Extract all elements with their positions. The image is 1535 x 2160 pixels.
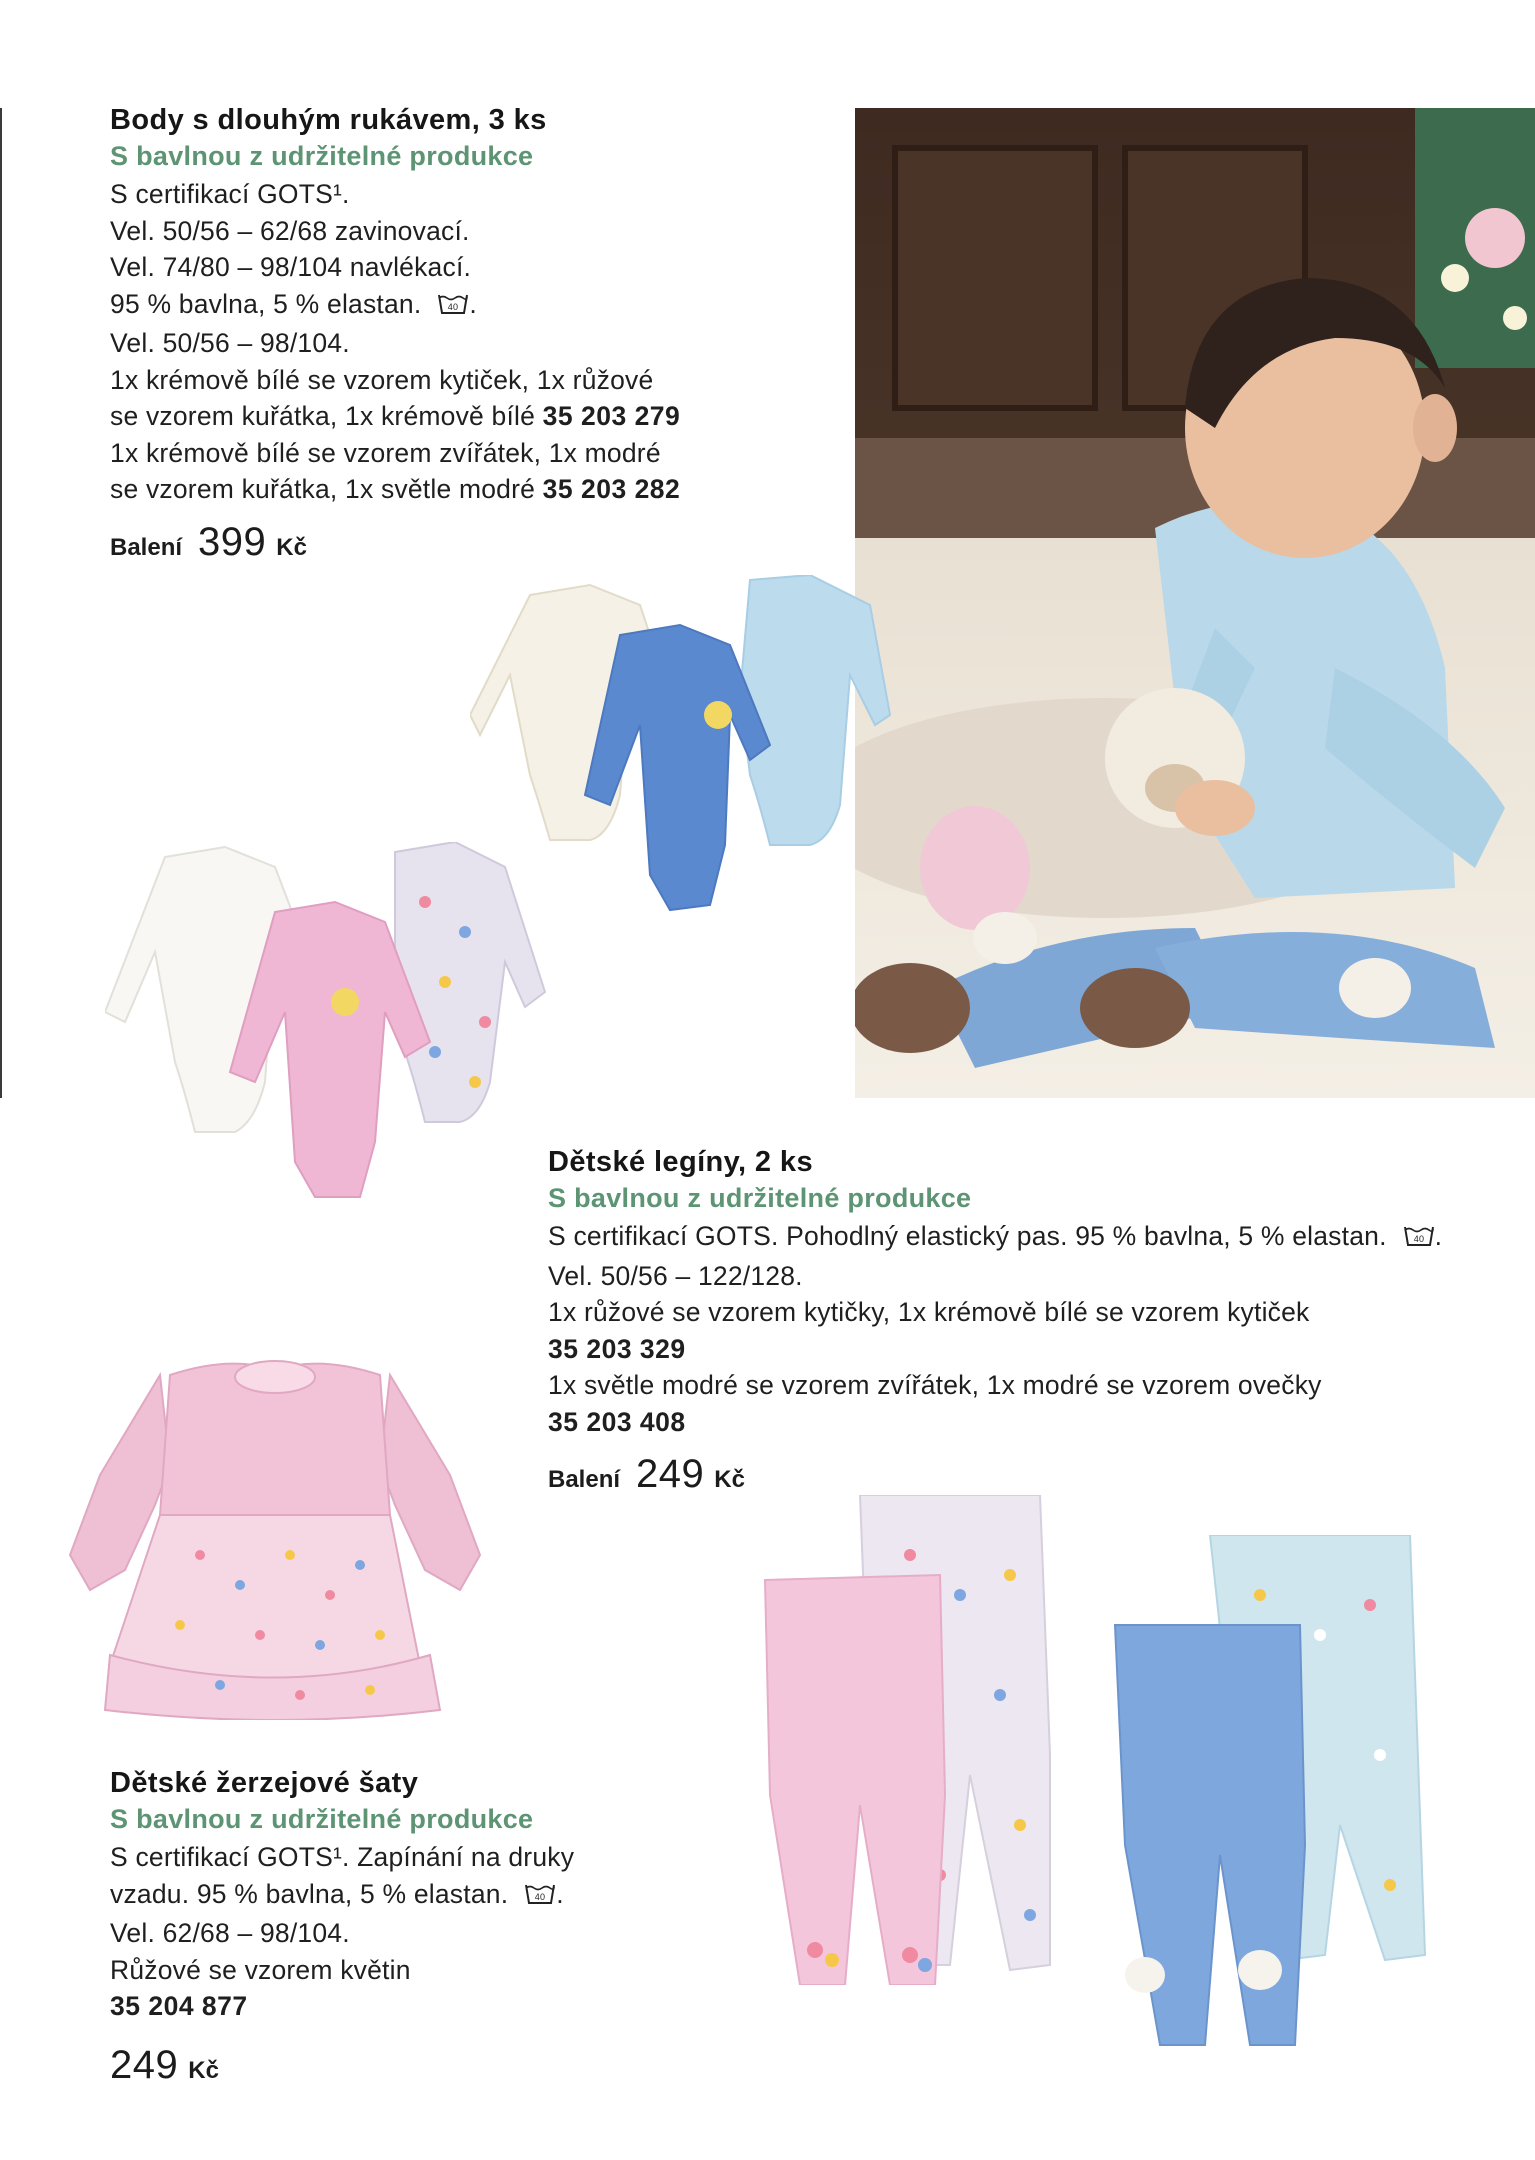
leggings-line1-row [548, 1218, 1442, 1258]
svg-text:40: 40 [448, 301, 459, 312]
svg-text:40: 40 [1413, 1234, 1424, 1244]
dress-price: 249 [110, 2042, 179, 2087]
leggings-variant1: 1x růžové se vzorem kytičky, 1x krémově bílé se vzorem kytiček [548, 1297, 1310, 1327]
dress-line2-row [110, 1876, 574, 1916]
body-size1: Vel. 50/56 – 62/68 zavinovací. [110, 215, 470, 246]
dress-line2: vzadu. 95 % bavlna, 5 % elastan. [110, 1878, 509, 1909]
bodysuits-3-pack-image-b [105, 842, 605, 1202]
body-variant1-row [110, 398, 680, 435]
body-material-row [110, 286, 680, 326]
leggings-price-label: Balení [548, 1466, 621, 1493]
leggings-sizes: Vel. 50/56 – 122/128. [548, 1260, 803, 1291]
leggings-title: Dětské legíny, 2 ks [548, 1146, 813, 1178]
dress-sizes: Vel. 62/68 – 98/104. [110, 1918, 350, 1948]
leggings-price: 249 [636, 1452, 705, 1496]
left-edge-line [0, 108, 2, 1098]
leggings-variant1-code: 35 203 329 [548, 1333, 686, 1364]
body-variant1-line2: se vzorem kuřátka, 1x krémově bílé [110, 401, 536, 431]
leggings-variant2-code: 35 203 408 [548, 1406, 686, 1437]
leggings-line1: S certifikací GOTS. Pohodlný elastický pas. 95 % bavlna, 5 % elastan. [548, 1221, 1387, 1251]
wash-40-icon [437, 289, 469, 326]
body-variant2-line2: se vzorem kuřátka, 1x světle modré [110, 474, 536, 504]
body-title: Body s dlouhým rukávem, 3 ks [110, 104, 547, 136]
wash-40-icon [1403, 1221, 1435, 1258]
dress-currency: Kč [188, 2056, 219, 2084]
dress-code: 35 204 877 [110, 1991, 248, 2021]
body-price-row [110, 520, 680, 565]
body-size2: Vel. 74/80 – 98/104 navlékací. [110, 252, 472, 282]
leggings-variant2: 1x světle modré se vzorem zvířátek, 1x modré se vzorem ovečky [548, 1370, 1322, 1400]
dress-line1: S certifikací GOTS¹. Zapínání na druky [110, 1842, 575, 1872]
body-price-label: Balení [110, 533, 183, 561]
body-material: 95 % bavlna, 5 % elastan. [110, 288, 422, 319]
dress-image [60, 1355, 490, 1720]
body-variant2-line1: 1x krémově bílé se vzorem zvířátek, 1x modré [110, 437, 661, 468]
dress-line2-period: . [556, 1878, 564, 1909]
body-variant2-row [110, 471, 680, 508]
body-material-period: . [469, 288, 477, 319]
svg-text:40: 40 [535, 1891, 546, 1902]
body-variant2-code: 35 203 282 [542, 474, 681, 504]
dress-title: Dětské žerzejové šaty [110, 1767, 419, 1799]
leggings-line1-period: . [1434, 1221, 1443, 1251]
body-product-info [110, 104, 680, 565]
body-price: 399 [198, 519, 267, 564]
dress-subtitle: S bavlnou z udržitelné produkce [110, 1804, 534, 1834]
leggings-pink-floral-image [760, 1495, 1060, 1985]
body-currency: Kč [276, 533, 307, 561]
leggings-product-info [548, 1146, 1442, 1497]
leggings-blue-sheep-image [1110, 1535, 1430, 2055]
body-sizes: Vel. 50/56 – 98/104. [110, 328, 350, 358]
dress-product-info [110, 1767, 574, 2088]
body-variant1-code: 35 203 279 [542, 401, 681, 431]
body-subtitle: S bavlnou z udržitelné produkce [110, 141, 534, 171]
leggings-price-row [548, 1452, 1442, 1497]
body-cert: S certifikací GOTS¹. [110, 179, 350, 209]
dress-price-row [110, 2043, 574, 2088]
leggings-subtitle: S bavlnou z udržitelné produkce [548, 1183, 972, 1213]
body-variant1-line1: 1x krémově bílé se vzorem kytiček, 1x růžové [110, 364, 654, 395]
dress-color: Růžové se vzorem květin [110, 1954, 411, 1985]
leggings-currency: Kč [714, 1466, 745, 1493]
wash-40-icon [524, 1879, 556, 1916]
